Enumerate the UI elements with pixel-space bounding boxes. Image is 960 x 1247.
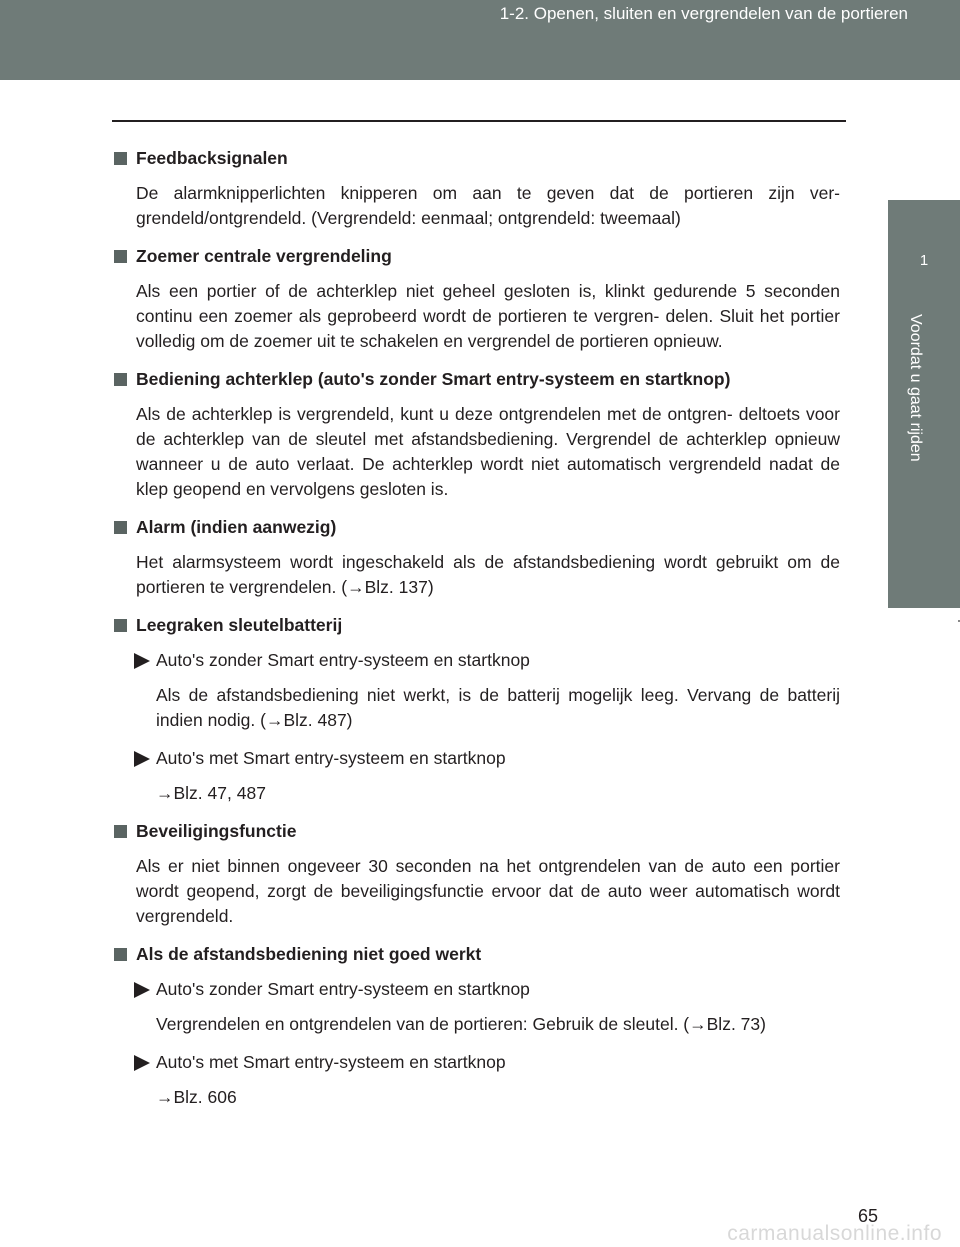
section-heading xyxy=(114,942,840,967)
chapter-tab xyxy=(888,200,960,304)
section-heading xyxy=(114,244,840,269)
section-heading xyxy=(114,515,840,540)
triangle-bullet-icon xyxy=(134,1055,150,1071)
top-rule xyxy=(112,120,846,122)
section-heading xyxy=(114,819,840,844)
sub-heading xyxy=(130,648,840,673)
sub-heading xyxy=(130,977,840,1002)
square-bullet-icon xyxy=(114,250,127,263)
sub-text: Vergrendelen en ontgrendelen van de portieren: Gebruik de sleutel. (→Blz. 73) xyxy=(156,1014,766,1034)
section-heading xyxy=(114,367,840,392)
heading-text: Alarm (indien aanwezig) xyxy=(136,517,337,537)
header-title: 1-2. Openen, sluiten en vergrendelen van de portieren xyxy=(499,4,908,23)
square-bullet-icon xyxy=(114,521,127,534)
main-content xyxy=(114,146,840,1123)
heading-text: Feedbacksignalen xyxy=(136,148,288,168)
sub-heading xyxy=(130,1050,840,1075)
sub-heading-text: Auto's met Smart entry-systeem en startknop xyxy=(156,1052,506,1072)
page-number: 65 xyxy=(857,1206,878,1226)
section-text: Als een portier of de achterklep niet geheel gesloten is, klinkt gedurende 5 seconden continu een zoemer als geprobeerd wordt de portieren te vergren- delen. Sluit het portier volledig om de zoemer uit te schakelen en vergrendel de portieren opnieuw. xyxy=(136,281,840,351)
section-text: De alarmknipperlichten knipperen om aan te geven dat de portieren zijn ver- grendeld/ontgrendeld. (Vergrendeld: eenmaal; ontgrendeld: tweemaal) xyxy=(136,183,840,228)
heading-text: Als de afstandsbediening niet goed werkt xyxy=(136,944,482,964)
section-heading xyxy=(114,613,840,638)
sub-heading-text: Auto's met Smart entry-systeem en startknop xyxy=(156,748,506,768)
heading-text: Bediening achterklep (auto's zonder Smart entry-systeem en startknop) xyxy=(136,369,731,389)
triangle-bullet-icon xyxy=(134,653,150,669)
square-bullet-icon xyxy=(114,825,127,838)
square-bullet-icon xyxy=(114,619,127,632)
chapter-number: 1 xyxy=(919,252,929,269)
chapter-title: Voordat u gaat rijden xyxy=(907,314,924,462)
square-bullet-icon xyxy=(114,152,127,165)
sub-text: Als de afstandsbediening niet werkt, is de batterij mogelijk leeg. Vervang de batterij indien nodig. (→Blz. 487) xyxy=(156,685,840,730)
heading-text: Zoemer centrale vergrendeling xyxy=(136,246,392,266)
triangle-bullet-icon xyxy=(134,982,150,998)
square-bullet-icon xyxy=(114,373,127,386)
sub-heading xyxy=(130,746,840,771)
sub-text: →Blz. 47, 487 xyxy=(156,783,266,803)
section-text: Het alarmsysteem wordt ingeschakeld als de afstandsbediening wordt gebruikt om de portieren te vergrendelen. (→Blz. 137) xyxy=(136,552,840,597)
sub-heading-text: Auto's zonder Smart entry-systeem en startknop xyxy=(156,650,530,670)
section-text: Als de achterklep is vergrendeld, kunt u deze ontgrendelen met de ontgren- deltoets voor de achterklep van de sleutel met afstandsbediening. Vergrendel de achterklep opnieuw wanneer u de auto verlaat. De achterklep wordt niet automatisch vergrendeld nadat de klep geopend en vervolgens gesloten is. xyxy=(136,404,840,499)
heading-text: Leegraken sleutelbatterij xyxy=(136,615,343,635)
section-text: Als er niet binnen ongeveer 30 seconden na het ontgrendelen van de auto een portier wordt geopend, zorgt de beveiligingsfunctie ervoor dat de auto weer automatisch wordt vergrendeld. xyxy=(136,856,840,926)
triangle-bullet-icon xyxy=(134,751,150,767)
heading-text: Beveiligingsfunctie xyxy=(136,821,297,841)
sub-text: →Blz. 606 xyxy=(156,1087,237,1107)
chapter-band xyxy=(888,304,960,608)
section-heading xyxy=(114,146,840,171)
sub-heading-text: Auto's zonder Smart entry-systeem en startknop xyxy=(156,979,530,999)
page-header xyxy=(0,0,960,80)
square-bullet-icon xyxy=(114,948,127,961)
watermark: carmanualsonline.info xyxy=(727,1222,942,1245)
